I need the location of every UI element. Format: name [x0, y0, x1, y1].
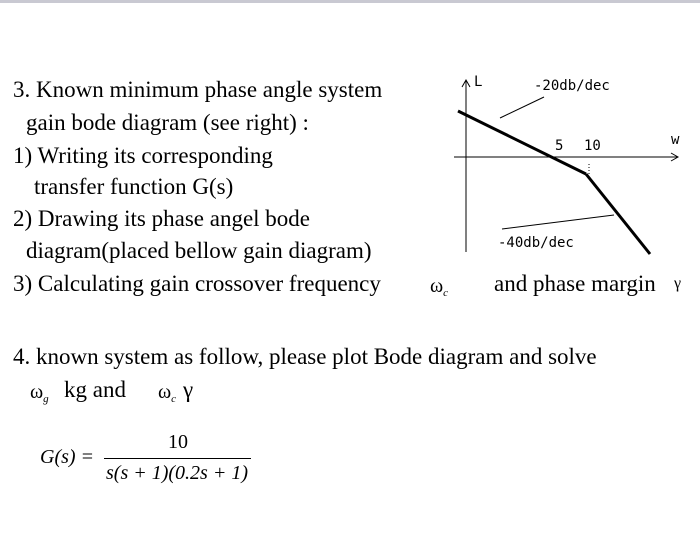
q3-line-6: diagram(placed bellow gain diagram) [26, 238, 372, 263]
gamma-symbol-q4: γ [183, 377, 194, 402]
slope1-pointer [500, 97, 544, 118]
q3-line-4: transfer function G(s) [34, 174, 234, 199]
kg-and-text: kg and [64, 377, 126, 402]
bode-gain-diagram [452, 70, 688, 266]
x-axis-label: w [671, 132, 680, 148]
q3-line-7: 3) Calculating gain crossover frequency [13, 271, 381, 296]
slope2-pointer [502, 215, 614, 229]
tick-5-label: 5 [555, 138, 564, 154]
formula-numerator: 10 [168, 431, 188, 453]
wc-symbol-q4: $\omega_c$ [158, 381, 177, 405]
q3-line-3: 1) Writing its corresponding [13, 143, 273, 168]
slope1-label: -20db/dec [534, 78, 610, 94]
slope2-label: -40db/dec [498, 235, 574, 251]
tick-10-label: 10 [584, 138, 601, 154]
y-axis-label: L [474, 74, 483, 90]
gamma-symbol: γ [674, 275, 682, 292]
q4-line-1: 4. known system as follow, please plot Bode diagram and solve [13, 344, 597, 369]
fraction-bar [104, 458, 251, 459]
phase-margin-text: and phase margin [494, 271, 656, 296]
formula-lhs: G(s) = [40, 446, 95, 468]
wc-symbol: $\omega_c$ [430, 275, 449, 299]
asymptote-segment-1 [458, 111, 586, 174]
formula-denominator: s(s + 1)(0.2s + 1) [106, 462, 248, 484]
asymptote-segment-2 [586, 174, 650, 254]
wg-symbol: $\omega_g$ [30, 381, 49, 405]
top-border [0, 0, 700, 3]
q3-line-1: 3. Known minimum phase angle system [13, 77, 383, 102]
q3-line-2: gain bode diagram (see right) : [26, 110, 309, 135]
q3-line-5: 2) Drawing its phase angel bode [13, 206, 311, 231]
